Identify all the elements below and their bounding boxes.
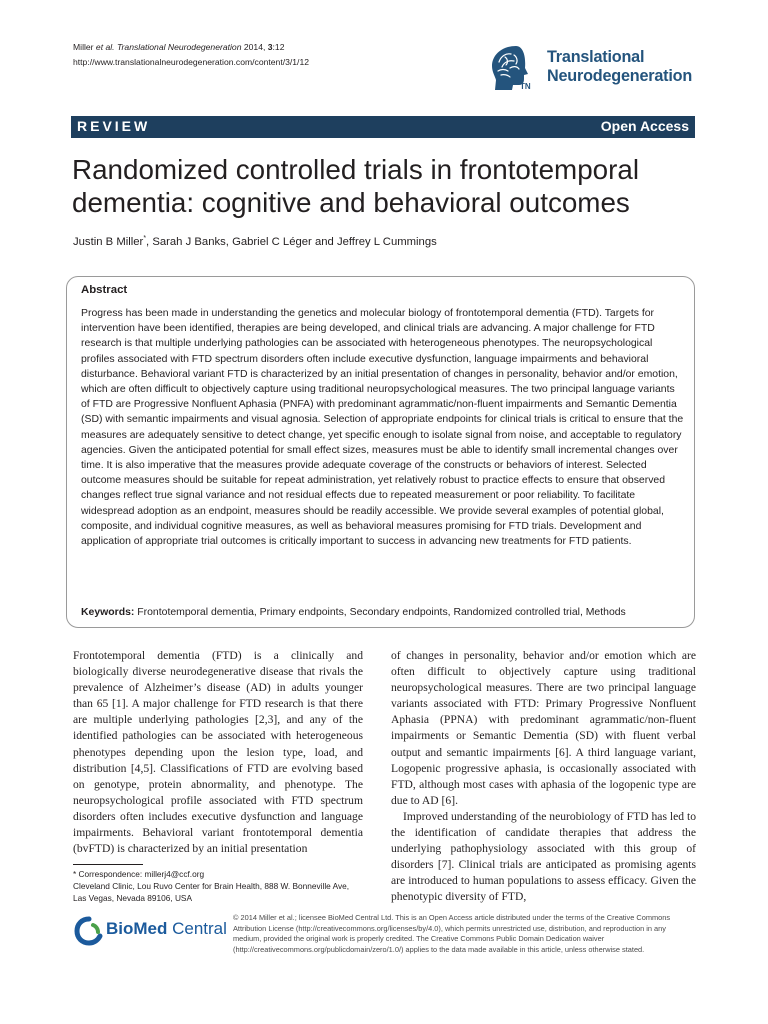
open-access-label: Open Access xyxy=(600,118,689,134)
correspondence-footnote xyxy=(73,868,373,904)
article-title xyxy=(72,153,712,219)
author-list xyxy=(73,235,693,248)
body-column-left xyxy=(73,648,363,857)
citation-url[interactable]: http://www.translationalneurodegeneration.com/content/3/1/12 xyxy=(73,57,310,67)
corresponding-author-mark: * xyxy=(143,235,147,242)
journal-name-line2: Neurodegeneration xyxy=(547,67,693,85)
citation-journal: Translational Neurodegeneration xyxy=(114,42,242,52)
citation-etal: et al. xyxy=(95,42,115,52)
body-paragraph: Frontotemporal dementia (FTD) is a clinically and biologically diverse neurodegenerative disease that rivals the prevalence of Alzheimer’s disease (AD) in adults younger than 65 [1]. A major challenge for FTD research is that there are multiple underlying pathologies [2,3], and any of the identified pathologies can be associated with heterogeneous phenotypes depending upon the lesion type, load, and distribution [4,5]. Classifications of FTD are evolving based on genotype, protein abnormality, and phenotype. The neuropsychological profile associated with FTD spectrum disorders often includes executive dysfunction and language impairments. Behavioral variant frontotemporal dementia (bvFTD) is characterized by an initial presentation xyxy=(73,649,363,856)
citation-header xyxy=(73,40,453,70)
brain-head-icon xyxy=(486,44,538,92)
publisher-name-bold: BioMed xyxy=(106,919,168,938)
citation-volume: 3 xyxy=(267,42,273,52)
citation-article: :12 xyxy=(272,42,285,52)
keywords-list: Frontotemporal dementia, Primary endpoints, Secondary endpoints, Randomized controlled trial, Methods xyxy=(134,607,626,618)
citation-year: 2014, xyxy=(241,42,268,52)
article-type-band xyxy=(71,116,695,138)
citation-authors: Miller xyxy=(73,42,96,52)
journal-name-line1: Translational xyxy=(547,48,645,66)
keywords-label: Keywords: xyxy=(81,607,135,618)
abstract-box xyxy=(66,276,695,628)
body-column-right xyxy=(391,648,696,906)
authors-rest: , Sarah J Banks, Gabriel C Léger and Jeffrey L Cummings xyxy=(146,235,437,248)
svg-text:TN: TN xyxy=(520,82,531,91)
publisher-name-rest: Central xyxy=(167,919,227,938)
author-first[interactable]: Justin B Miller xyxy=(73,235,144,248)
citation-line xyxy=(73,40,453,55)
biomed-central-logo xyxy=(74,916,227,946)
title-line2: dementia: cognitive and behavioral outcomes xyxy=(72,187,630,218)
journal-logo xyxy=(486,44,706,92)
article-type: REVIEW xyxy=(77,118,151,134)
abstract-heading: Abstract xyxy=(81,284,128,296)
correspondence-email[interactable]: * Correspondence: millerj4@ccf.org xyxy=(73,869,205,879)
title-line1: Randomized controlled trials in frontotemporal xyxy=(72,154,640,185)
abstract-text: Progress has been made in understanding the genetics and molecular biology of frontotemporal dementia (FTD). Targets for intervention have been identified, therapies are being developed, and clinical trials are advancing. A major challenge for FTD research is that multiple underlying pathologies can be associated with heterogeneous phenotypes. The neuropsychological profiles associated with FTD spectrum disorders often include executive dysfunction, language impairments and behavioral disturbance. Behavioral variant FTD is characterized by an initial presentation of changes in personality, behavior and/or emotion, which are often difficult to objectively capture using traditional neuropsychological measures. The two principal language variants of FTD are Progressive Nonfluent Aphasia (PNFA) with predominant agrammatic/non-fluent impairments and Semantic Dementia (SD) with semantic impairments and visual agnosia. Selection of appropriate endpoints for clinical trials is critical to ensure that the measures are adequately sensitive to detect change, yet specific enough to isolate signal from noise, and acceptable to regulatory agencies. Given the anticipated potential for small effect sizes, measures must be able to identify small incremental changes over time. It is also imperative that the measures provide adequate coverage of the constructs or behaviors of interest. Selected outcome measures should be suitable for repeat administration, yet relatively robust to practice effects to ensure that observed changes reflect true signal variance and not residual effects due to repeated measurement or poor reliability. To facilitate widespread adoption as an endpoint, measures should be readily accessible. We provide several examples of potential global, composite, and individual cognitive measures, as well as behavioral measures promising for FTD trials. Development and application of appropriate trial outcomes is critically important to success in advancing new treatments for FTD patients. xyxy=(81,308,684,548)
journal-name xyxy=(547,48,692,86)
biomed-swirl-icon xyxy=(74,916,104,946)
publisher-name xyxy=(106,919,227,939)
body-paragraph: Improved understanding of the neurobiology of FTD has led to the identification of candidate therapies that address the underlying pathophysiology associated with this group of disorders [7]. Clinical trials are anticipated as promising agents are introduced to human populations to assess efficacy. Given the phenotypic diversity of FTD, xyxy=(391,809,696,904)
license-statement: © 2014 Miller et al.; licensee BioMed Central Ltd. This is an Open Access article distributed under the terms of the Creative Commons Attribution License (http://creativecommons.org/licenses/by/4.0), which permits unrestricted use, distribution, and reproduction in any medium, provided the original work is properly credited. The Creative Commons Public Domain Dedication waiver (http://creativecommons.org/publicdomain/zero/1.0/) applies to the data made available in this article, unless otherwise stated. xyxy=(233,913,671,954)
affiliation-line2: Las Vegas, Nevada 89106, USA xyxy=(73,893,193,903)
body-paragraph: of changes in personality, behavior and/or emotion which are often difficult to objectively capture using traditional neuropsychological measures. There are two principal language variants associated with FTD: Primary Progressive Nonfluent Aphasia (PPNA) with predominant agrammatic/non-fluent impairments or Semantic Dementia (SD) with fluent verbal output and semantic impairments [6]. A third language variant, Logopenic progressive aphasia, is occasionally associated with FTD, although most cases with aphasia of the logopenic type are due to AD [6]. xyxy=(391,649,696,807)
affiliation-line1: Cleveland Clinic, Lou Ruvo Center for Brain Health, 888 W. Bonneville Ave, xyxy=(73,881,350,891)
footnote-divider xyxy=(73,864,143,865)
keywords xyxy=(81,606,686,620)
